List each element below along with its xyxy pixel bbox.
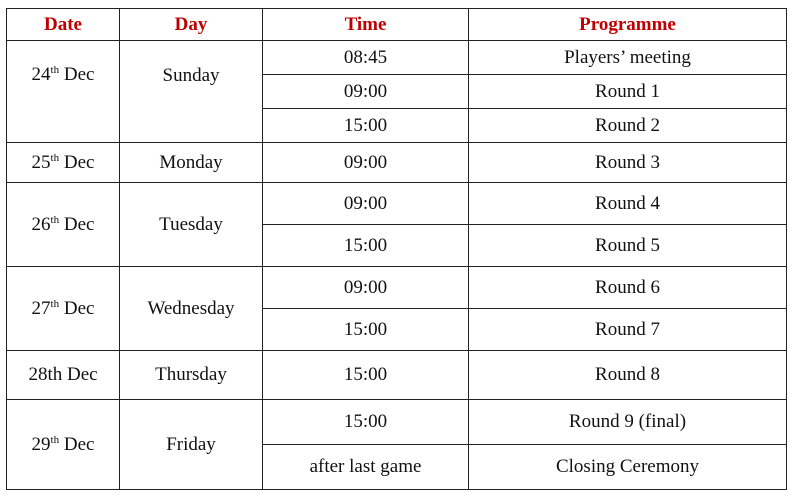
time-cell: 15:00 — [263, 109, 469, 143]
time-cell: 09:00 — [263, 143, 469, 183]
programme-cell: Round 2 — [469, 109, 787, 143]
time-cell: 09:00 — [263, 267, 469, 309]
programme-cell: Round 9 (final) — [469, 400, 787, 445]
time-cell: 09:00 — [263, 183, 469, 225]
time-cell: 15:00 — [263, 225, 469, 267]
programme-cell: Round 8 — [469, 351, 787, 400]
time-cell: 09:00 — [263, 75, 469, 109]
day-cell: Sunday — [120, 41, 263, 143]
header-row — [7, 9, 787, 41]
programme-cell: Round 1 — [469, 75, 787, 109]
table-row — [7, 351, 787, 400]
date-cell: 28th Dec — [7, 351, 120, 400]
header-day: Day — [120, 9, 263, 41]
day-cell: Monday — [120, 143, 263, 183]
date-cell: 24th Dec — [7, 41, 120, 143]
day-cell: Wednesday — [120, 267, 263, 351]
schedule-table — [6, 8, 787, 490]
table-row — [7, 183, 787, 225]
table-row — [7, 267, 787, 309]
date-cell: 29th Dec — [7, 400, 120, 490]
time-cell: 08:45 — [263, 41, 469, 75]
time-cell: 15:00 — [263, 351, 469, 400]
table-row — [7, 400, 787, 445]
programme-cell: Round 3 — [469, 143, 787, 183]
programme-cell: Round 6 — [469, 267, 787, 309]
table-row — [7, 41, 787, 75]
time-cell: after last game — [263, 445, 469, 490]
date-cell: 25th Dec — [7, 143, 120, 183]
day-cell: Tuesday — [120, 183, 263, 267]
header-programme: Programme — [469, 9, 787, 41]
programme-cell: Round 4 — [469, 183, 787, 225]
programme-cell: Round 7 — [469, 309, 787, 351]
programme-cell: Closing Ceremony — [469, 445, 787, 490]
header-time: Time — [263, 9, 469, 41]
programme-cell: Players’ meeting — [469, 41, 787, 75]
programme-cell: Round 5 — [469, 225, 787, 267]
time-cell: 15:00 — [263, 400, 469, 445]
date-cell: 27th Dec — [7, 267, 120, 351]
time-cell: 15:00 — [263, 309, 469, 351]
day-cell: Friday — [120, 400, 263, 490]
day-cell: Thursday — [120, 351, 263, 400]
header-date: Date — [7, 9, 120, 41]
date-cell: 26th Dec — [7, 183, 120, 267]
table-row — [7, 143, 787, 183]
